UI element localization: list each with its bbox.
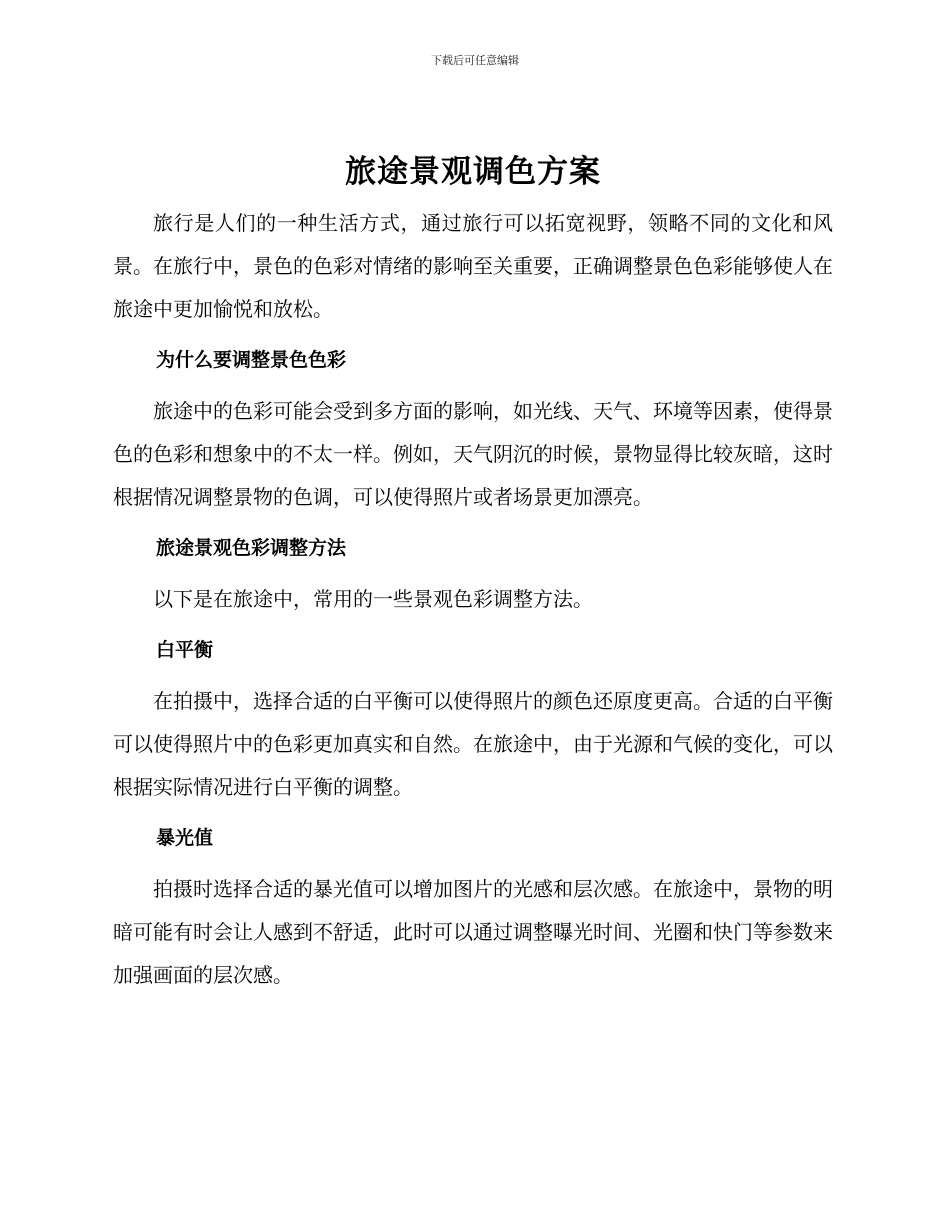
page-header: 下载后可任意编辑 (431, 54, 519, 67)
section-heading-why-adjust: 为什么要调整景色色彩 (156, 349, 347, 371)
section-heading-white-balance: 白平衡 (156, 639, 214, 661)
document-title: 旅途景观调色方案 (345, 154, 601, 190)
section-paragraph-methods: 以下是在旅途中，常用的一些景观色彩调整方法。 (153, 587, 593, 611)
section-heading-methods: 旅途景观色彩调整方法 (156, 537, 347, 559)
section-paragraph-exposure: 拍摄时选择合适的暴光值可以增加图片的光感和层次感。在旅途中，景物的明暗可能有时会让人感到不舒适，此时可以通过调整曝光时间、光圈和快门等参数来加强画面的层次感。 (113, 877, 833, 987)
intro-paragraph: 旅行是人们的一种生活方式，通过旅行可以拓宽视野，领略不同的文化和风景。在旅行中，景色的色彩对情绪的影响至关重要，正确调整景色色彩能够使人在旅途中更加愉悦和放松。 (113, 211, 833, 321)
document-body (113, 150, 833, 1005)
section-paragraph-white-balance: 在拍摄中，选择合适的白平衡可以使得照片的颜色还原度更高。合适的白平衡可以使得照片中的色彩更加真实和自然。在旅途中，由于光源和气候的变化，可以根据实际情况进行白平衡的调整。 (113, 689, 833, 799)
section-paragraph-why-adjust: 旅途中的色彩可能会受到多方面的影响，如光线、天气、环境等因素，使得景色的色彩和想象中的不太一样。例如，天气阴沉的时候，景物显得比较灰暗，这时根据情况调整景物的色调，可以使得照片或者场景更加漂亮。 (113, 399, 833, 509)
section-heading-exposure: 暴光值 (156, 827, 214, 849)
